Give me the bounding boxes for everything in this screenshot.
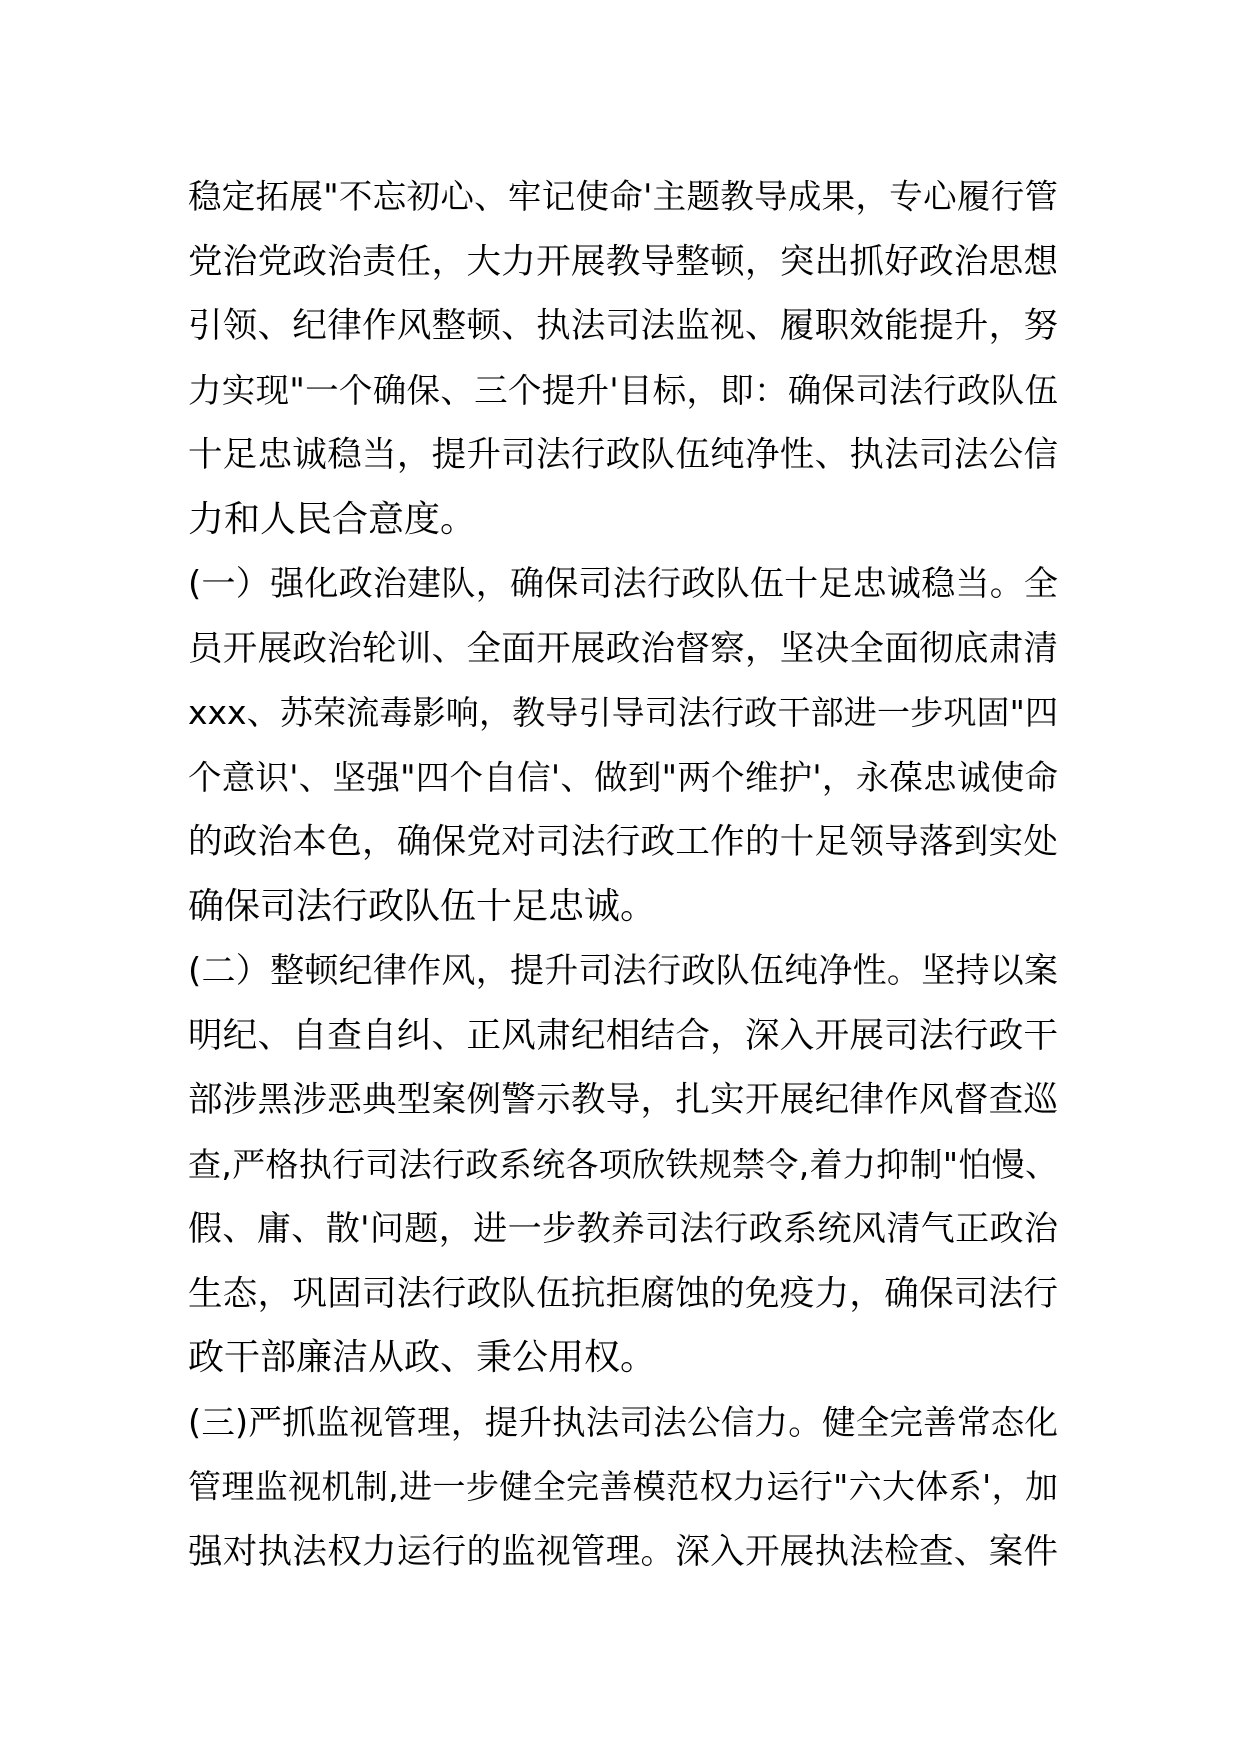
text-line: 明纪、自查自纠、正风肃纪相结合，深入开展司法行政干 bbox=[188, 1015, 1058, 1056]
text-line: 政干部廉洁从政、秉公用权。 bbox=[188, 1337, 657, 1378]
text-line: 个意识'、坚强"四个自信'、做到"两个维护'，永葆忠诚使命 bbox=[188, 757, 1058, 797]
text-line: 查,严格执行司法行政系统各项欣铁规禁令,着力抑制"怕慢、 bbox=[188, 1144, 1058, 1184]
text-line: 党治党政治责任，大力开展教导整顿，突出抓好政治思想 bbox=[188, 241, 1058, 282]
text-line: xxx、苏荣流毒影响，教导引导司法行政干部进一步巩固"四 bbox=[188, 693, 1058, 732]
text-line: 的政治本色，确保党对司法行政工作的十足领导落到实处 bbox=[188, 822, 1058, 862]
section-heading-line: (三)严抓监视管理，提升执法司法公信力。健全完善常态化 bbox=[188, 1402, 1058, 1442]
text-line: 管理监视机制,进一步健全完善模范权力运行"六大体系'，加 bbox=[188, 1467, 1058, 1506]
text-line: 力实现"一个确保、三个提升'目标，即：确保司法行政队伍 bbox=[188, 370, 1058, 410]
text-line: 稳定拓展"不忘初心、牢记使命'主题教导成果，专心履行管 bbox=[188, 177, 1058, 216]
section-heading-line: (一）强化政治建队，确保司法行政队伍十足忠诚稳当。全 bbox=[188, 564, 1058, 604]
text-line: 生态，巩固司法行政队伍抗拒腐蚀的免疫力，确保司法行 bbox=[188, 1273, 1058, 1314]
text-line: 强对执法权力运行的监视管理。深入开展执法检查、案件 bbox=[188, 1531, 1058, 1572]
text-line: 部涉黑涉恶典型案例警示教导，扎实开展纪律作风督查巡 bbox=[188, 1080, 1058, 1120]
section-heading-line: (二）整顿纪律作风，提升司法行政队伍纯净性。坚持以案 bbox=[188, 951, 1058, 991]
body-text bbox=[188, 165, 1058, 1584]
text-line: 确保司法行政队伍十足忠诚。 bbox=[188, 885, 657, 927]
text-line: 假、庸、散'问题，进一步教养司法行政系统风清气正政治 bbox=[188, 1209, 1058, 1249]
text-line: 引领、纪律作风整顿、执法司法监视、履职效能提升，努 bbox=[188, 306, 1058, 346]
text-line: 十足忠诚稳当，提升司法行政队伍纯净性、执法司法公信 bbox=[188, 435, 1058, 475]
text-line: 员开展政治轮训、全面开展政治督察，坚决全面彻底肃清 bbox=[188, 628, 1058, 669]
text-line: 力和人民合意度。 bbox=[188, 498, 477, 540]
